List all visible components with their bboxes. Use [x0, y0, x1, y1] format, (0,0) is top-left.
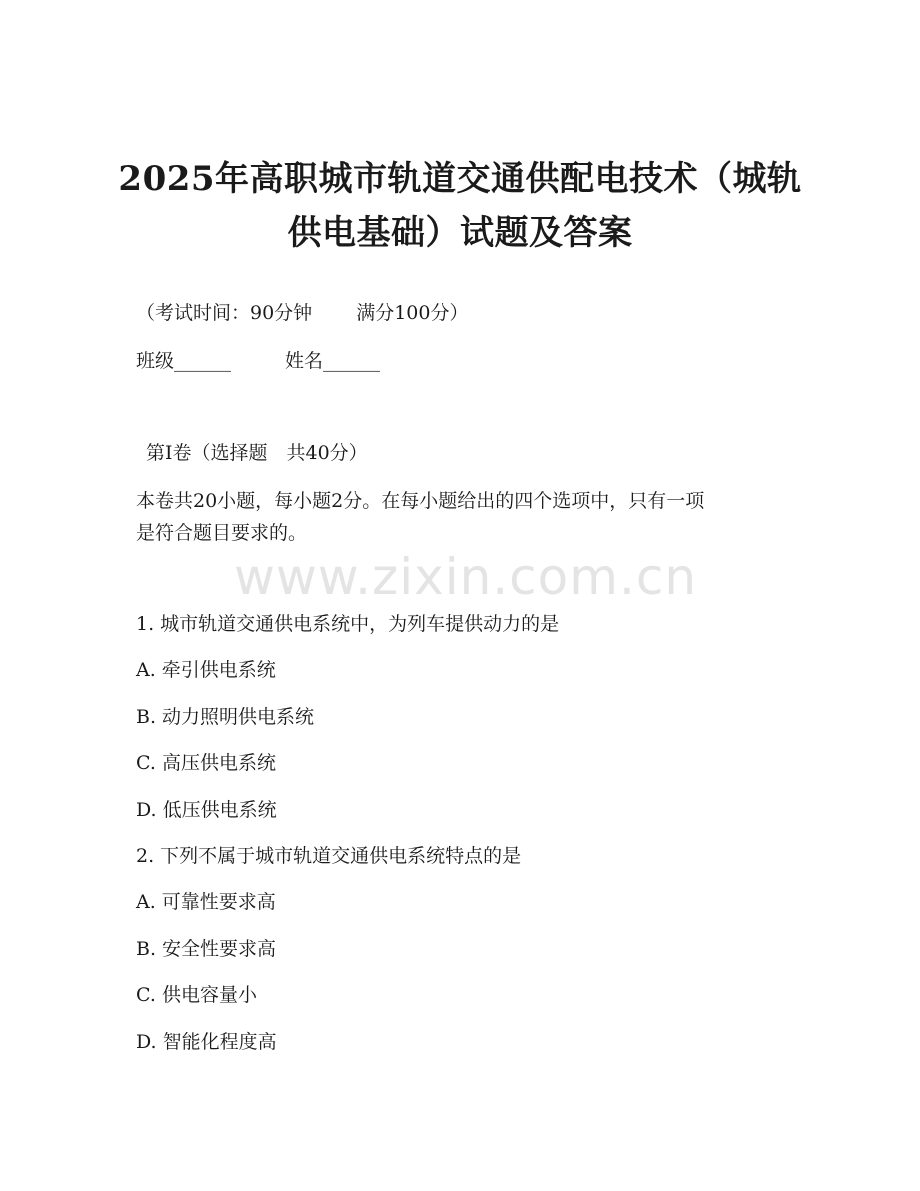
exam-info	[136, 300, 468, 326]
title-line-2: 供电基础）试题及答案	[287, 213, 633, 253]
name-field: 姓名______	[285, 350, 381, 372]
title-line-1: 2025年高职城市轨道交通供配电技术（城轨	[118, 159, 802, 199]
question-2-option-b: B. 安全性要求高	[136, 938, 277, 960]
full-score: 满分100分）	[356, 302, 469, 324]
question-2-option-a: A. 可靠性要求高	[136, 891, 276, 913]
question-2-stem: 2. 下列不属于城市轨道交通供电系统特点的是	[136, 845, 522, 867]
question-2-option-c: C. 供电容量小	[136, 984, 257, 1006]
exam-time: （考试时间：90分钟	[136, 302, 313, 324]
question-2-option-d: D. 智能化程度高	[136, 1031, 277, 1053]
student-info	[136, 348, 380, 374]
question-1-option-a: A. 牵引供电系统	[136, 659, 276, 681]
question-1-option-b: B. 动力照明供电系统	[136, 706, 315, 728]
section-title: 第Ⅰ卷（选择题 共40分）	[146, 442, 368, 464]
instructions-line-2: 是符合题目要求的。	[136, 522, 308, 544]
document-title	[80, 152, 840, 260]
question-1-stem: 1. 城市轨道交通供电系统中，为列车提供动力的是	[136, 613, 560, 635]
watermark: www.zixin.com.cn	[234, 548, 698, 606]
question-1-option-d: D. 低压供电系统	[136, 799, 277, 821]
section-instructions	[136, 485, 786, 549]
instructions-line-1: 本卷共20小题，每小题2分。在每小题给出的四个选项中，只有一项	[136, 490, 705, 512]
question-1-option-c: C. 高压供电系统	[136, 752, 276, 774]
class-field: 班级______	[136, 350, 232, 372]
